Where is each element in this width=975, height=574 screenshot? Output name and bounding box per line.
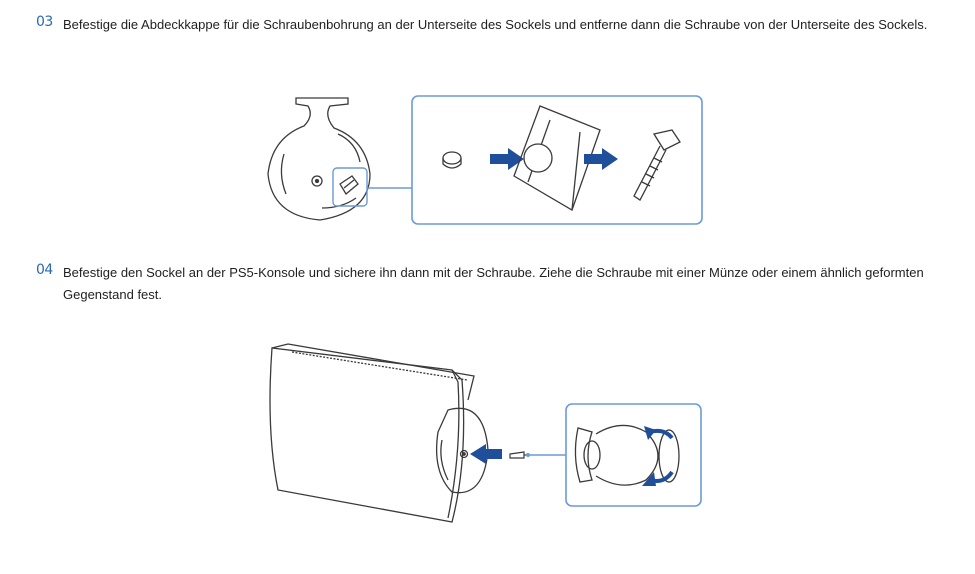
step-instruction: Befestige den Sockel an der PS5-Konsole und sichere ihn dann mit der Schraube. Ziehe die Schraube mit einer Münze oder einem ähnlich geformten Gegenstand fest.: [63, 265, 924, 302]
stand-screw-removal-diagram: [262, 92, 707, 232]
callout-box: [566, 404, 701, 506]
console-stand-attach-diagram: [262, 340, 707, 530]
stand-base-illustration: [268, 98, 370, 220]
ps5-console-illustration: [270, 344, 488, 522]
step-number: 03: [36, 14, 53, 30]
step-04-illustration: [262, 340, 707, 530]
step-03-illustration: [262, 92, 707, 232]
step-number: 04: [36, 262, 53, 278]
step-instruction: Befestige die Abdeckkappe für die Schraubenbohrung an der Unterseite des Sockels und entferne dann die Schraube von der Unterseite des Sockels.: [63, 17, 928, 32]
arrow-left-icon: [470, 444, 502, 464]
